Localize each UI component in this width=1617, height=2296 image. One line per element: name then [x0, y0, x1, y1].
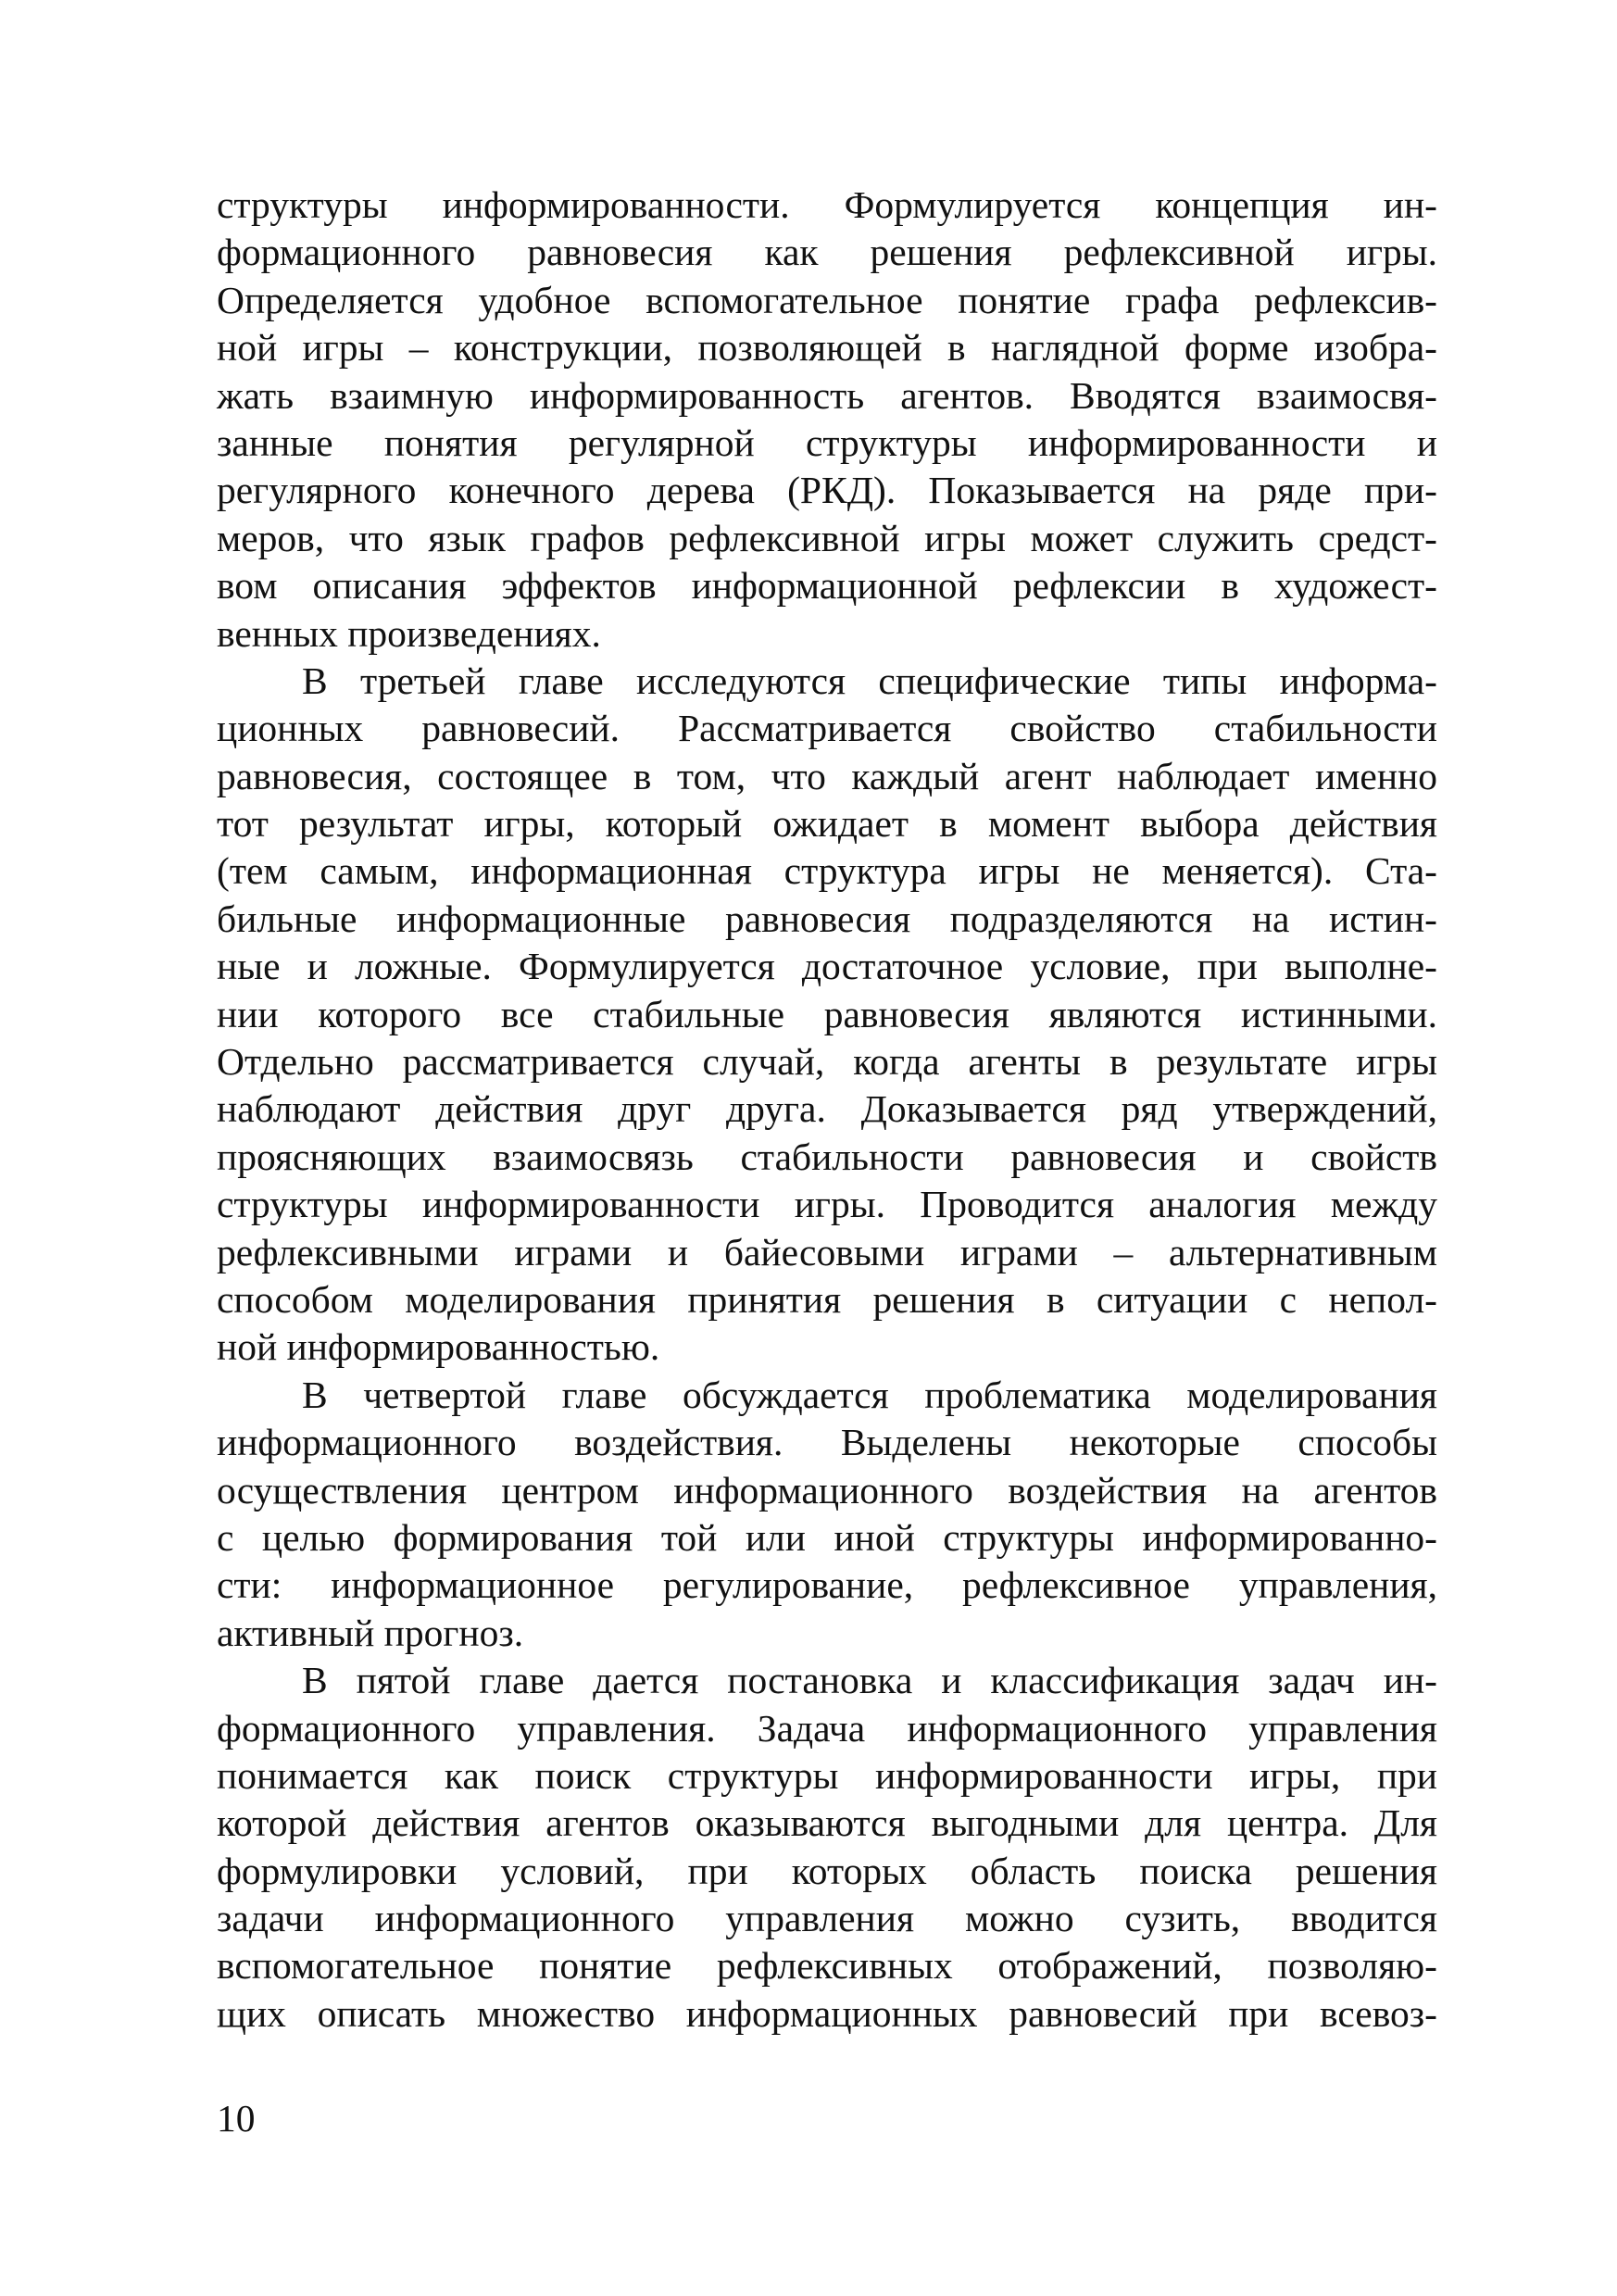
text-line: ционных равновесий. Рассматривается свойство стабильности	[217, 707, 1437, 750]
text-line: (тем самым, информационная структура игры не меняется). Ста-	[217, 849, 1437, 893]
text-line: структуры информированности игры. Проводится аналогия между	[217, 1183, 1437, 1226]
text-line: наблюдают действия друг друга. Доказывается ряд утверждений,	[217, 1087, 1437, 1131]
text-line: нии которого все стабильные равновесия являются истинными.	[217, 992, 1437, 1035]
text-line: бильные информационные равновесия подразделяются на истин-	[217, 897, 1437, 940]
text-line: венных произведениях.	[217, 611, 601, 655]
text-line: проясняющих взаимосвязь стабильности равновесия и свойств	[217, 1135, 1437, 1178]
text-line: Определяется удобное вспомогательное понятие графа рефлексив-	[217, 278, 1437, 321]
text-line: ной информированностью.	[217, 1325, 660, 1369]
text-line: осуществления центром информационного воздействия на агентов	[217, 1468, 1437, 1512]
text-line: вом описания эффектов информационной рефлексии в художест-	[217, 564, 1437, 608]
text-line: жать взаимную информированность агентов. Вводятся взаимосвя-	[217, 373, 1437, 417]
text-line: В четвертой главе обсуждается проблематика моделирования	[302, 1373, 1437, 1416]
text-line: тот результат игры, который ожидает в момент выбора действия	[217, 802, 1437, 846]
text-line: с целью формирования той или иной структуры информированно-	[217, 1515, 1437, 1559]
body-text	[217, 182, 1437, 2038]
text-line: равновесия, состоящее в том, что каждый агент наблюдает именно	[217, 754, 1437, 797]
text-line: меров, что язык графов рефлексивной игры может служить средст-	[217, 516, 1437, 559]
text-line: задачи информационного управления можно сузить, вводится	[217, 1897, 1437, 1940]
text-line: рефлексивными играми и байесовыми играми – альтернативным	[217, 1230, 1437, 1273]
text-line: занные понятия регулярной структуры информированности и	[217, 420, 1437, 464]
text-line: способом моделирования принятия решения в ситуации с непол-	[217, 1277, 1437, 1321]
text-line: формационного управления. Задача информационного управления	[217, 1706, 1437, 1750]
text-line: ной игры – конструкции, позволяющей в наглядной форме изобра-	[217, 326, 1437, 370]
text-line: которой действия агентов оказываются выгодными для центра. Для	[217, 1801, 1437, 1845]
paragraph	[217, 1657, 1437, 2038]
page-number: 10	[217, 2097, 256, 2139]
text-line: активный прогноз.	[217, 1611, 524, 1654]
text-line: сти: информационное регулирование, рефлексивное управления,	[217, 1563, 1437, 1607]
text-line: В третьей главе исследуются специфические типы информа-	[302, 659, 1437, 702]
paragraph	[217, 658, 1437, 1372]
text-line: вспомогательное понятие рефлексивных отображений, позволяю-	[217, 1944, 1437, 1988]
text-line: В пятой главе дается постановка и классификация задач ин-	[302, 1659, 1437, 1702]
paragraph	[217, 182, 1437, 658]
text-line: Отдельно рассматривается случай, когда агенты в результате игры	[217, 1040, 1437, 1084]
text-line: структуры информированности. Формулируется концепция ин-	[217, 183, 1437, 226]
text-line: формулировки условий, при которых область поиска решения	[217, 1849, 1437, 1892]
text-line: ные и ложные. Формулируется достаточное условие, при выполне-	[217, 945, 1437, 988]
text-line: формационного равновесия как решения рефлексивной игры.	[217, 231, 1437, 274]
text-line: щих описать множество информационных равновесий при всевоз-	[217, 1991, 1437, 2035]
paragraph	[217, 1372, 1437, 1657]
text-line: информационного воздействия. Выделены некоторые способы	[217, 1421, 1437, 1464]
text-line: регулярного конечного дерева (РКД). Показывается на ряде при-	[217, 469, 1437, 512]
text-line: понимается как поиск структуры информированности игры, при	[217, 1753, 1437, 1797]
